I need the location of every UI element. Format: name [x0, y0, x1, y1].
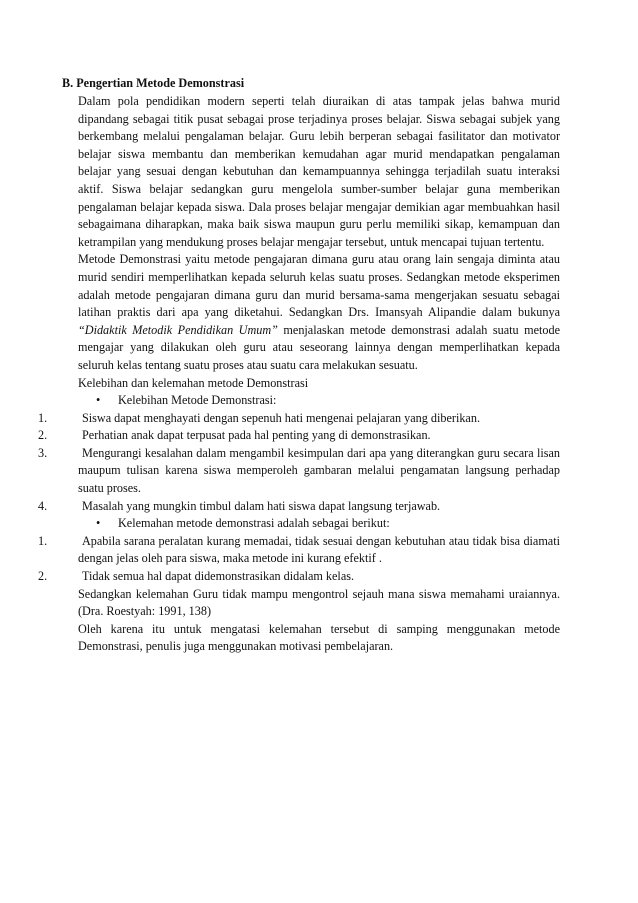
disadvantages-title: Kelemahan metode demonstrasi adalah sebagai berikut: [118, 516, 390, 531]
advantages-title: Kelebihan Metode Demonstrasi: [118, 393, 277, 408]
list-item [38, 410, 560, 428]
list-text: Perhatian anak dapat terpusat pada hal penting yang di demonstrasikan. [82, 428, 431, 443]
list-text: Siswa dapat menghayati dengan sepenuh hati mengenai pelajaran yang diberikan. [82, 410, 480, 425]
conclusion-paragraph: Oleh karena itu untuk mengatasi kelemahan tersebut di samping menggunakan metode Demonstrasi, penulis juga menggunakan motivasi pembelajaran. [78, 621, 560, 654]
advantages-heading [78, 392, 560, 410]
list-item [38, 533, 560, 568]
disadvantages-list [38, 533, 560, 586]
list-number: 1. [38, 533, 48, 548]
list-text: Tidak semua hal dapat didemonstrasikan didalam kelas. [82, 569, 355, 584]
disadvantages-heading [78, 515, 560, 533]
list-item [38, 498, 560, 516]
list-number: 4. [38, 498, 48, 513]
bullet-icon: • [96, 516, 101, 531]
list-number: 2. [38, 428, 48, 443]
list-number: 3. [38, 445, 48, 460]
list-text: Apabila sarana peralatan kurang memadai, tidak sesuai dengan kebutuhan atau tidak bisa diamati dengan jelas oleh para siswa, maka metode ini kurang efektif . [78, 533, 560, 566]
list-text: Masalah yang mungkin timbul dalam hati siswa dapat langsung terjawab. [82, 498, 441, 513]
list-item [38, 568, 560, 586]
subheading: Kelebihan dan kelemahan metode Demonstrasi [78, 375, 309, 390]
document-body [38, 93, 560, 656]
definition-text-end: menjalaskan metode demonstrasi adalah suatu metode mengajar yang dilakukan oleh guru atau seseorang lainnya dengan memperlihatkan kepada seluruh kelas tentang suatu proses atau suatu cara melakukan sesuatu. [78, 322, 560, 372]
list-number: 2. [38, 569, 48, 584]
teacher-weakness-paragraph: Sedangkan kelemahan Guru tidak mampu mengontrol sejauh mana siswa memahami uraiannya. (Dra. Roestyah: 1991, 138) [78, 586, 560, 619]
list-item [38, 445, 560, 498]
book-title: “Didaktik Metodik Pendidikan Umum” [78, 322, 278, 337]
intro-paragraph: Dalam pola pendidikan modern seperti telah diuraikan di atas tampak jelas bahwa murid dipandang sebagai titik pusat sebagai prose terjadinya proses belajar. Siswa sebagai subjek yang berkembang melalui pengalaman belajar. Guru lebih berperan sebagai fasilitator dan motivator belajar siswa membantu dan memberikan kemudahan agar murid mendapatkan pengalaman belajar yang sesuai dengan kebutuhan dan kemampuannya sehingga terjadilah suatu interaksi aktif. Siswa belajar sedangkan guru mengelola sumber-sumber belajar guna memberikan pengalaman belajar kepada siswa. Dala proses belajar mengajar demikian agar membuahkan hasil sebagaimana diharapkan, maka baik siswa maupun guru perlu memiliki sikap, kemampuan dan ketrampilan yang mendukung proses belajar mengajar tersebut, untuk mencapai tujuan tertentu. [78, 94, 560, 249]
section-heading: B. Pengertian Metode Demonstrasi [62, 76, 245, 90]
advantages-list [38, 410, 560, 516]
list-number: 1. [38, 410, 48, 425]
bullet-icon: • [96, 393, 101, 408]
list-item [38, 427, 560, 445]
definition-text-start: Metode Demonstrasi yaitu metode pengajaran dimana guru atau orang lain sengaja diminta atau murid sendiri memperlihatkan kepada seluruh kelas suatu proses. Sedangkan metode eksperimen adalah metode pengajaran dimana guru dan murid bersama-sama mengerjakan sesuatu sebagai latihan praktis dari apa yang diketahui. Sedangkan Drs. Imansyah Alipandie dalam bukunya [78, 252, 560, 320]
definition-paragraph [78, 251, 560, 374]
list-text: Mengurangi kesalahan dalam mengambil kesimpulan dari apa yang diterangkan guru secara lisan maupum tulisan karena siswa memperoleh gambaran melalui pengamatan langsung perhadap suatu proses. [78, 445, 560, 496]
